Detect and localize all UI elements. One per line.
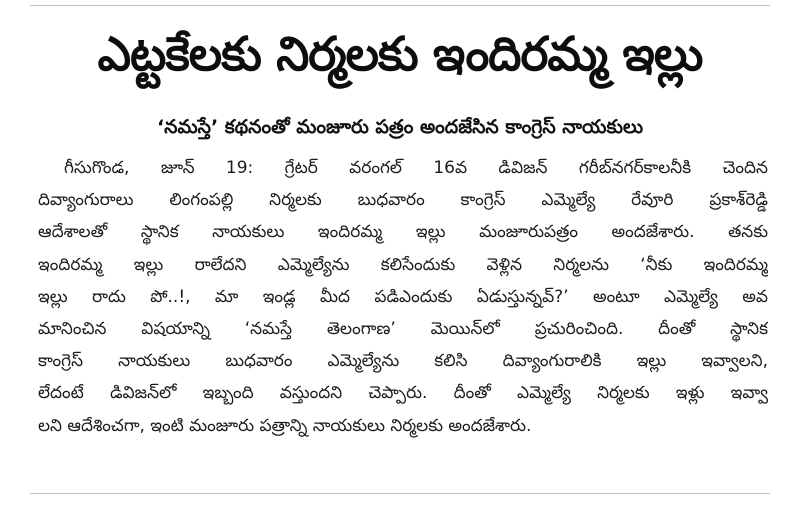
article-body: [38, 152, 768, 442]
body-line: ఇల్లు రాదు పో..!, మా ఇండ్ల మీద పడిఎందుకు ఏడుస్తున్నవ్‌?’ అంటూ ఎమ్మెల్యే అవ: [38, 286, 768, 307]
body-line: లని ఆదేశించగా, ఇంటి మంజూరు పత్రాన్ని నాయకులు నిర్మలకు అందజేశారు.: [38, 415, 532, 436]
top-divider: [30, 5, 770, 6]
body-line: దివ్యాంగురాలు లింగంపల్లి నిర్మలకు బుధవారం కాంగ్రెస్‌ ఎమ్మెల్యే రేవూరి ప్రకాశ్‌రెడ్డి: [38, 190, 768, 211]
body-line: గీసుగొండ, జూన్‌ 19: గ్రేటర్‌ వరంగల్‌ 16వ డివిజన్‌ గరీబ్‌నగర్‌కాలనీకి చెందిన: [64, 158, 768, 178]
article-headline: ఎట్టకేలకు నిర్మలకు ఇందిరమ్మ ఇల్లు: [97, 27, 703, 82]
body-line: ఆదేశాలతో స్థానిక నాయకులు ఇందిరమ్మ ఇల్లు మంజూరుపత్రం అందజేశారు. తనకు: [38, 222, 768, 243]
body-line: లేదంటే డివిజన్‌లో ఇబ్బంది వస్తుందని చెప్పారు. దీంతో ఎమ్మెల్యే నిర్మలకు ఇళ్లు ఇవ్వా: [38, 383, 768, 404]
body-line: కాంగ్రెస్‌ నాయకులు బుధవారం ఎమ్మెల్యేను కలిసి దివ్యాంగురాలికి ఇల్లు ఇవ్వాలని,: [38, 351, 768, 372]
body-line: ఇందిరమ్మ ఇల్లు రాలేదని ఎమ్మెల్యేను కలిసేందుకు వెళ్లిన నిర్మలను ‘నీకు ఇందిరమ్మ: [38, 254, 768, 275]
article-subheadline: ‘నమస్తే’ కథనంతో మంజూరు పత్రం అందజేసిన కాంగ్రెస్‌ నాయకులు: [156, 116, 644, 138]
bottom-divider: [30, 493, 770, 494]
body-line: మానించిన విషయాన్ని ‘నమస్తే తెలంగాణ’ మెయిన్‌లో ప్రచురించింది. దీంతో స్థానిక: [38, 318, 768, 339]
